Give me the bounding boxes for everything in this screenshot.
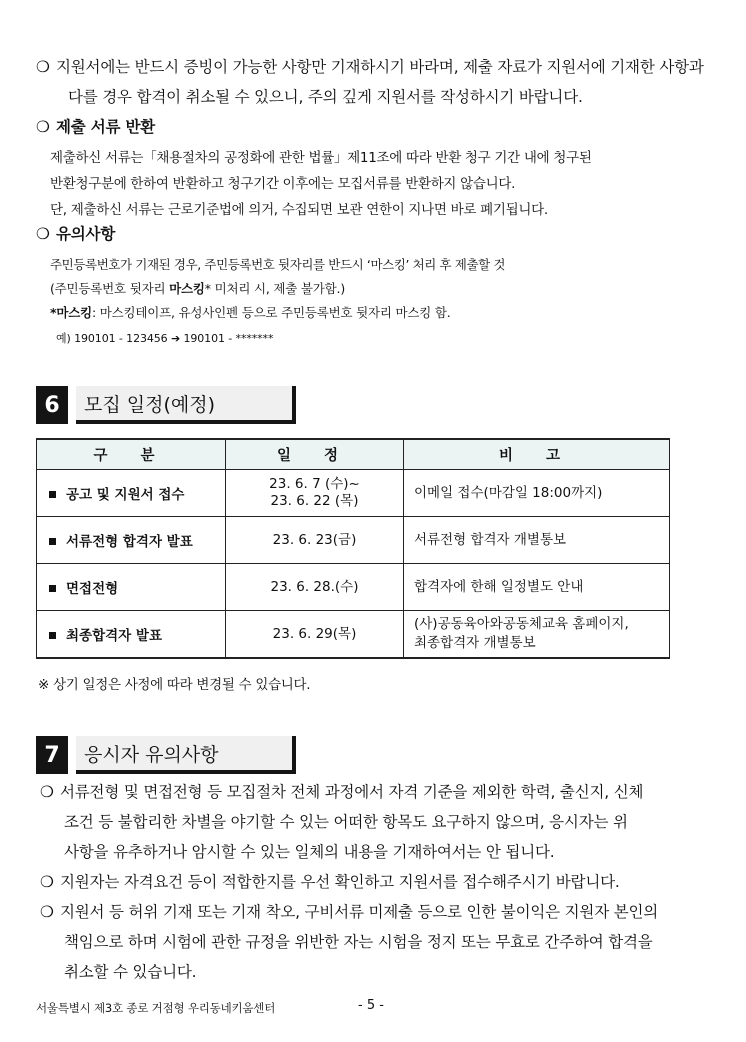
schedule-table — [36, 438, 670, 659]
circle-bullet-icon: ❍ — [36, 225, 50, 243]
circle-bullet-icon: ❍ — [40, 783, 54, 801]
return-line1: 제출하신 서류는「채용절차의 공정화에 관한 법률」제11조에 따라 반환 청구 기간 내에 청구된 — [50, 150, 592, 166]
section-title: 응시자 유의사항 — [76, 736, 296, 774]
schedule-date: 23. 6. 7 (수)~ 23. 6. 22 (목) — [226, 470, 404, 517]
schedule-date: 23. 6. 29(목) — [226, 611, 404, 659]
circle-bullet-icon: ❍ — [36, 58, 50, 76]
schedule-footnote: ※ 상기 일정은 사정에 따라 변경될 수 있습니다. — [38, 677, 311, 693]
column-header: 구 분 — [37, 439, 226, 470]
column-header: 일 정 — [226, 439, 404, 470]
schedule-note: (사)공동육아와공동체교육 홈페이지, 최종합격자 개별통보 — [404, 611, 670, 659]
schedule-note: 이메일 접수(마감일 18:00까지) — [404, 470, 670, 517]
circle-bullet-icon: ❍ — [40, 903, 54, 921]
table-row — [37, 564, 670, 611]
table-row — [37, 470, 670, 517]
return-line3: 단, 제출하신 서류는 근로기준법에 의거, 수집되면 보관 연한이 지나면 바로 폐기됩니다. — [50, 202, 548, 218]
page-number: - 5 - — [358, 998, 384, 1013]
schedule-note: 서류전형 합격자 개별통보 — [404, 517, 670, 564]
applicant-note-1-line1: ❍ 서류전형 및 면접전형 등 모집절차 전체 과정에서 자격 기준을 제외한 학력, 출신지, 신체 — [40, 783, 644, 801]
table-row — [37, 517, 670, 564]
square-bullet-icon — [49, 585, 56, 592]
notes-line1: 주민등록번호가 기재된 경우, 주민등록번호 뒷자리를 반드시 ‘마스킹’ 처리 후 제출할 것 — [50, 257, 506, 272]
applicant-note-3-line1: ❍ 지원서 등 허위 기재 또는 기재 착오, 구비서류 미제출 등으로 인한 불이익은 지원자 본인의 — [40, 903, 659, 921]
bullet-accuracy-line1: ❍ 지원서에는 반드시 증빙이 가능한 사항만 기재하시기 바라며, 제출 자료가 지원서에 기재한 사항과 — [36, 58, 704, 76]
table-row — [37, 611, 670, 659]
notes-heading: ❍ 유의사항 — [36, 225, 116, 243]
footer-organization: 서울특별시 제3호 종로 거점형 우리동네키움센터 — [36, 1001, 276, 1015]
column-header: 비 고 — [404, 439, 670, 470]
return-line2: 반환청구분에 한하여 반환하고 청구기간 이후에는 모집서류를 반환하지 않습니다. — [50, 176, 516, 192]
circle-bullet-icon: ❍ — [36, 118, 50, 136]
applicant-note-2: ❍ 지원자는 자격요건 등이 적합한지를 우선 확인하고 지원서를 접수해주시기 바랍니다. — [40, 873, 620, 891]
notes-line2: (주민등록번호 뒷자리 마스킹* 미처리 시, 제출 불가함.) — [50, 281, 345, 296]
applicant-note-3-line2: 책임으로 하며 시험에 관한 규정을 위반한 자는 시험을 정지 또는 무효로 간주하여 합격을 — [64, 933, 653, 951]
applicant-note-3-line3: 취소할 수 있습니다. — [64, 963, 197, 981]
schedule-date: 23. 6. 28.(수) — [226, 564, 404, 611]
square-bullet-icon — [49, 538, 56, 545]
square-bullet-icon — [49, 491, 56, 498]
schedule-item: 면접전형 — [37, 564, 226, 611]
return-heading: ❍ 제출 서류 반환 — [36, 118, 156, 136]
schedule-note: 합격자에 한해 일정별도 안내 — [404, 564, 670, 611]
schedule-item: 서류전형 합격자 발표 — [37, 517, 226, 564]
schedule-item: 최종합격자 발표 — [37, 611, 226, 659]
schedule-item: 공고 및 지원서 접수 — [37, 470, 226, 517]
section-number: 6 — [36, 386, 68, 424]
notes-line3: *마스킹: 마스킹테이프, 유성사인펜 등으로 주민등록번호 뒷자리 마스킹 함. — [50, 305, 451, 320]
square-bullet-icon — [49, 632, 56, 639]
section-title: 모집 일정(예정) — [76, 386, 296, 424]
bullet-accuracy-line2: 다를 경우 합격이 취소될 수 있으니, 주의 깊게 지원서를 작성하시기 바랍니다. — [68, 88, 583, 106]
schedule-date: 23. 6. 23(금) — [226, 517, 404, 564]
table-header-row — [37, 439, 670, 470]
right-arrow-icon: ➔ — [170, 332, 181, 345]
notes-example: 예) 190101 - 123456 ➔ 190101 - ******* — [56, 332, 274, 345]
applicant-note-1-line2: 조건 등 불합리한 차별을 야기할 수 있는 어떠한 항목도 요구하지 않으며, 응시자는 위 — [64, 813, 628, 831]
applicant-note-1-line3: 사항을 유추하거나 암시할 수 있는 일체의 내용을 기재하여서는 안 됩니다. — [64, 843, 555, 861]
section-number: 7 — [36, 736, 68, 774]
circle-bullet-icon: ❍ — [40, 873, 54, 891]
